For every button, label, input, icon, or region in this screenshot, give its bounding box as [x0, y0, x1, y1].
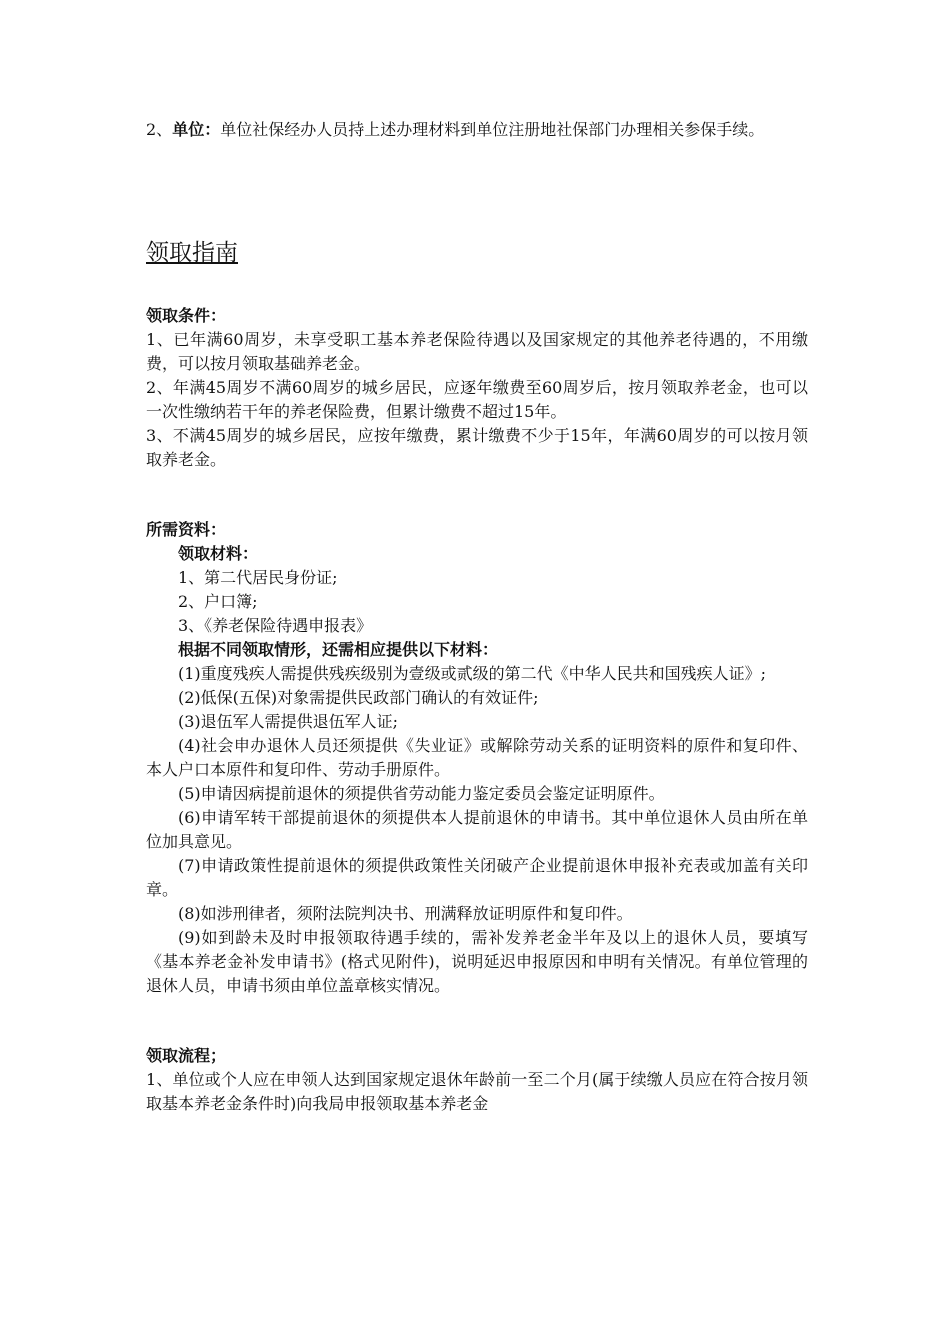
intro-item-label: 单位： [172, 120, 221, 139]
extra-material-item: (7)申请政策性提前退休的须提供政策性关闭破产企业提前退休申报补充表或加盖有关印章。 [146, 856, 808, 899]
extra-material-item: (4)社会申办退休人员还须提供《失业证》或解除劳动关系的证明资料的原件和复印件、本人户口本原件和复印件、劳动手册原件。 [146, 736, 808, 779]
material-item: 1、第二代居民身份证; [178, 568, 338, 587]
intro-item-number: 2、 [146, 120, 173, 139]
condition-item: 2、年满45周岁不满60周岁的城乡居民，应逐年缴费至60周岁后，按月领取养老金，也可以一次性缴纳若干年的养老保险费，但累计缴费不超过15年。 [146, 378, 808, 421]
extra-material-item: (5)申请因病提前退休的须提供省劳动能力鉴定委员会鉴定证明原件。 [178, 784, 665, 803]
extra-material-item: (8)如涉刑律者，须附法院判决书、刑满释放证明原件和复印件。 [178, 904, 633, 923]
extra-material-item: (2)低保(五保)对象需提供民政部门确认的有效证件; [178, 688, 539, 707]
materials-label: 所需资料： [146, 520, 227, 539]
extra-material-item: (6)申请军转干部提前退休的须提供本人提前退休的申请书。其中单位退休人员由所在单位加具意见。 [146, 808, 808, 851]
intro-item-text: 单位社保经办人员持上述办理材料到单位注册地社保部门办理相关参保手续。 [220, 120, 765, 139]
extra-material-item: (9)如到龄未及时申报领取待遇手续的，需补发养老金半年及以上的退休人员，要填写《基本养老金补发申请书》(格式见附件)，说明延迟申报原因和申明有关情况。有单位管理的退休人员，申请书须由单位盖章核实情况。 [146, 928, 808, 995]
intro-paragraph [146, 118, 808, 142]
extra-material-item: (3)退伍军人需提供退伍军人证; [178, 712, 399, 731]
materials-sub-label: 领取材料： [178, 544, 259, 563]
process-label: 领取流程； [146, 1046, 227, 1065]
extra-materials-label: 根据不同领取情形，还需相应提供以下材料： [178, 640, 499, 659]
process-item: 1、单位或个人应在申领人达到国家规定退休年龄前一至二个月(属于续缴人员应在符合按月领取基本养老金条件时)向我局申报领取基本养老金 [146, 1070, 808, 1113]
extra-material-item: (1)重度残疾人需提供残疾级别为壹级或贰级的第二代《中华人民共和国残疾人证》; [178, 664, 767, 683]
material-item: 2、户口簿; [178, 592, 258, 611]
document-page [146, 118, 808, 1116]
condition-item: 3、不满45周岁的城乡居民，应按年缴费，累计缴费不少于15年，年满60周岁的可以按月领取养老金。 [146, 426, 808, 469]
condition-item: 1、已年满60周岁，未享受职工基本养老保险待遇以及国家规定的其他养老待遇的，不用缴费，可以按月领取基础养老金。 [146, 330, 808, 373]
material-item: 3、《养老保险待遇申报表》 [178, 616, 373, 635]
conditions-label: 领取条件： [146, 306, 227, 325]
guide-title: 领取指南 [146, 240, 238, 266]
